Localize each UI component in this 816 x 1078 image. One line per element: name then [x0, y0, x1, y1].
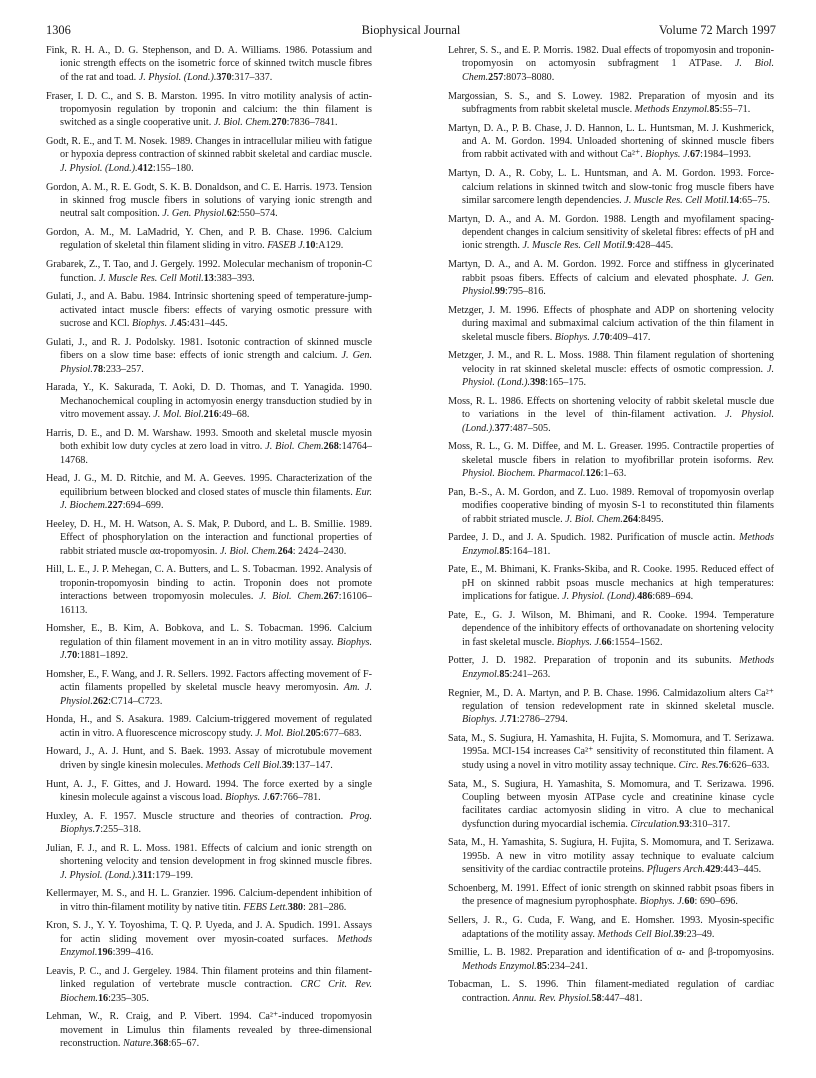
reference-entry [448, 213, 774, 253]
reference-pages: :443–445. [720, 864, 762, 876]
reference-entry [448, 946, 774, 973]
reference-entry [448, 778, 774, 832]
reference-entry [448, 258, 774, 298]
reference-entry [448, 563, 774, 603]
reference-journal: Pflugers Arch. [646, 864, 706, 876]
reference-volume: 216 [203, 409, 219, 421]
reference-text: Hill, L. E., J. P. Mehegan, C. A. Butters, and L. S. Tobacman. 1992. Analysis of troponin-tropomyosin binding to actin. Troponin does not promote interactions between tropomyosin molecules. [46, 564, 372, 603]
reference-volume: 227 [107, 500, 123, 512]
reference-pages: :399–416. [112, 947, 154, 959]
reference-journal: Methods Cell Biol. [205, 759, 282, 771]
reference-volume: 267 [323, 591, 339, 603]
reference-pages: :155–180. [152, 162, 194, 174]
reference-text: Martyn, D. A., and A. M. Gordon. 1992. Force and stiffness in glycerinated rabbit psoas fibers. Effects of calcium and elevated phosphate. [448, 259, 774, 284]
reference-journal: Biophys. J. [225, 791, 270, 803]
reference-text: Kellermayer, M. S., and H. L. Granzier. 1996. Calcium-dependent inhibition of in vitro thin-filament motility by native titin. [46, 888, 372, 913]
references-left-column [46, 44, 372, 1056]
reference-volume: 412 [137, 162, 153, 174]
reference-text: Howard, J., A. J. Hunt, and S. Baek. 1993. Assay of microtubule movement driven by single kinesin molecules. [46, 746, 372, 771]
reference-volume: 67 [690, 149, 701, 161]
reference-volume: 377 [494, 422, 510, 434]
reference-pages: : 2424–2430. [292, 545, 347, 557]
reference-journal: J. Gen. Physiol. [462, 272, 774, 297]
reference-volume: 264 [622, 513, 639, 525]
reference-journal: J. Biol. Chem. [259, 591, 324, 603]
reference-volume: 62 [226, 208, 237, 220]
reference-pages: :689–694. [652, 591, 694, 603]
reference-volume: 205 [305, 727, 321, 739]
reference-text: Smillie, L. B. 1982. Preparation and identification of α- and β-tropomyosins. [448, 947, 774, 959]
reference-journal: Biophys. J. [556, 636, 602, 648]
reference-volume: 196 [97, 947, 113, 959]
reference-volume: 67 [269, 791, 280, 803]
reference-entry [46, 258, 372, 285]
reference-text: Honda, H., and S. Asakura. 1989. Calcium-triggered movement of regulated actin in vitro. A fluorescence microscopy study. [46, 714, 372, 739]
reference-text: Sellers, J. R., G. Cuda, F. Wang, and E. Homsher. 1993. Myosin-specific adaptations of the motility assay. [448, 915, 774, 940]
reference-volume: 16 [97, 992, 109, 1004]
reference-entry [448, 609, 774, 649]
reference-journal: Biophys. J. [645, 149, 690, 161]
reference-entry [46, 1010, 372, 1050]
reference-text: Regnier, M., D. A. Martyn, and P. B. Chase. 1996. Calmidazolium alters Ca²⁺ regulation of tension redevelopment rate in skinned skeletal muscle. [448, 687, 774, 712]
reference-entry [46, 745, 372, 772]
reference-journal: Eur. J. Biochem. [60, 486, 372, 512]
reference-journal: Annu. Rev. Physiol. [512, 992, 592, 1004]
reference-text: Sata, M., H. Yamashita, S. Sugiura, H. Fujita, S. Momomura, and T. Serizawa. 1995b. A new in vitro motility assay technique to evaluate calcium sensitivity of the cardiac contractile proteins. [448, 837, 774, 876]
reference-text: Pate, E., M. Bhimani, K. Franks-Skiba, and R. Cooke. 1995. Reduced effect of pH on skinned rabbit psoas muscle mechanics at high temperatures: implications for fatigue. [448, 564, 774, 603]
reference-volume: 76 [718, 759, 729, 771]
reference-text: Fink, R. H. A., D. G. Stephenson, and D. A. Williams. 1986. Potassium and ionic strength effects on the isometric force of skinned twitch muscle fibres of the rat and toad. [46, 45, 372, 83]
reference-journal: J. Physiol. (Lond.). [462, 409, 774, 434]
reference-entry [448, 440, 774, 480]
reference-pages: :1–63. [600, 468, 627, 480]
reference-journal: Biophys. J. [60, 636, 373, 662]
reference-text: Gordon, A. M., M. LaMadrid, Y. Chen, and P. B. Chase. 1996. Calcium regulation of skeletal thin filament sliding in vitro. [46, 227, 372, 252]
reference-journal: CRC Crit. Rev. Biochem. [60, 979, 373, 1004]
reference-pages: :235–305. [108, 992, 149, 1004]
reference-pages: :317–337. [231, 71, 273, 83]
reference-entry [448, 531, 774, 558]
page-number: 1306 [46, 23, 71, 37]
reference-text: Heeley, D. H., M. H. Watson, A. S. Mak, P. Dubord, and L. B. Smillie. 1989. Effect of phosphorylation on the interaction and functional properties of rabbit striated muscle αα-tropomyosin. [46, 518, 372, 557]
reference-journal: J. Biol. Chem. [219, 545, 278, 557]
reference-pages: : 281–286. [302, 901, 347, 913]
reference-entry [46, 44, 372, 84]
reference-entry [448, 304, 774, 344]
reference-text: Metzger, J. M., and R. L. Moss. 1988. Thin filament regulation of shortening velocity in rat skinned skeletal muscle: effects of osmotic compression. [448, 350, 774, 375]
reference-journal: FASEB J. [267, 240, 306, 252]
reference-journal: J. Mol. Biol. [153, 409, 204, 421]
reference-journal: Biophys. J. [132, 318, 177, 330]
reference-pages: :14764–14768. [60, 441, 372, 466]
reference-journal: Biophys. J. [462, 714, 507, 726]
reference-volume: 429 [705, 864, 721, 876]
reference-volume: 85 [536, 960, 547, 972]
reference-entry [46, 842, 372, 882]
reference-pages: :487–505. [509, 422, 551, 434]
reference-volume: 9 [627, 240, 633, 252]
reference-volume: 270 [271, 117, 287, 129]
reference-text: Fraser, I. D. C., and S. B. Marston. 1995. In vitro motility analysis of actin-tropomyosin regulation by troponin and calcium: the thin filament is switched as a single cooperative unit. [46, 90, 372, 129]
reference-text: Kron, S. J., Y. Y. Toyoshima, T. Q. P. Uyeda, and J. A. Spudich. 1991. Assays for actin sliding movement over myosin-coated surfaces. [46, 920, 372, 945]
reference-pages: :16106–16113. [60, 591, 372, 616]
reference-entry [448, 90, 774, 117]
reference-entry [46, 135, 372, 175]
reference-journal: Circulation. [630, 818, 680, 830]
reference-pages: :431–445. [186, 318, 228, 330]
reference-pages: :241–263. [509, 668, 551, 680]
reference-volume: 264 [277, 545, 293, 557]
reference-text: Schoenberg, M. 1991. Effect of ionic strength on skinned rabbit psoas fibers in the presence of magnesium pyrophosphate. [448, 882, 774, 908]
reference-journal: Biophys. J. [639, 896, 685, 908]
reference-entry [448, 486, 774, 526]
reference-volume: 126 [585, 468, 601, 480]
reference-text: Moss, R. L. 1986. Effects on shortening velocity of rabbit skeletal muscle due to variations in the level of thin-filament activation. [448, 395, 774, 421]
reference-text: Julian, F. J., and R. L. Moss. 1981. Effects of calcium and ionic strength on shortening velocity and tension development in frog skinned muscle fibres. [46, 842, 372, 868]
reference-volume: 58 [591, 992, 602, 1004]
reference-volume: 99 [494, 285, 506, 297]
reference-pages: :55–71. [719, 103, 751, 115]
reference-entry [448, 44, 774, 84]
reference-volume: 486 [637, 591, 653, 603]
reference-entry [46, 381, 372, 421]
reference-entry [46, 472, 372, 512]
reference-journal: FEBS Lett. [243, 901, 288, 913]
reference-pages: :626–633. [728, 759, 770, 771]
reference-volume: 39 [673, 928, 684, 940]
reference-volume: 93 [679, 818, 690, 830]
reference-entry [46, 668, 372, 708]
reference-entry [448, 122, 774, 162]
reference-volume: 85 [499, 668, 510, 680]
reference-volume: 60 [684, 896, 695, 908]
reference-journal: J. Biol. Chem. [462, 58, 775, 83]
reference-volume: 368 [153, 1038, 169, 1050]
reference-entry [46, 919, 372, 959]
reference-pages: :65–67. [168, 1038, 200, 1050]
reference-journal: J. Biol. Chem. [265, 441, 324, 453]
reference-text: Homsher, E., B. Kim, A. Bobkova, and L. S. Tobacman. 1996. Calcium regulation of thin filament movement in an in vitro motility assay. [46, 623, 372, 648]
running-header [46, 22, 776, 42]
reference-pages: :8073–8080. [503, 71, 555, 83]
reference-entry [46, 810, 372, 837]
reference-pages: :165–175. [545, 377, 587, 389]
reference-journal: Am. J. Physiol. [60, 682, 372, 707]
reference-text: Potter, J. D. 1982. Preparation of troponin and its subunits. [448, 655, 732, 667]
reference-pages: :766–781. [279, 791, 321, 803]
reference-entry [46, 226, 372, 253]
reference-journal: J. Biol. Chem. [213, 117, 272, 129]
reference-text: Tobacman, L. S. 1996. Thin filament-mediated regulation of cardiac contraction. [448, 979, 774, 1004]
reference-entry [46, 965, 372, 1005]
reference-entry [448, 914, 774, 941]
reference-volume: 78 [92, 363, 104, 375]
reference-pages: :310–317. [689, 818, 731, 830]
reference-pages: :383–393. [213, 272, 255, 284]
reference-pages: :795–816. [505, 285, 546, 297]
reference-journal: Methods Cell Biol. [597, 928, 674, 940]
reference-entry [448, 167, 774, 207]
reference-pages: :164–181. [509, 545, 551, 557]
reference-pages: :7836–7841. [286, 117, 338, 129]
reference-pages: :233–257. [103, 363, 144, 375]
volume-info: Volume 72 March 1997 [658, 23, 776, 37]
reference-volume: 380 [287, 901, 303, 913]
reference-journal: Rev. Physiol. Biochem. Pharmacol. [462, 454, 775, 480]
reference-volume: 10 [305, 240, 316, 252]
reference-journal: J. Physiol. (Lond.). [60, 162, 138, 174]
reference-text: Head, J. G., M. D. Ritchie, and M. A. Geeves. 1995. Characterization of the equilibrium between blocked and closed states of muscle thin filaments. [46, 473, 372, 498]
references-right-column [448, 44, 774, 1010]
reference-entry [448, 395, 774, 435]
reference-text: Godt, R. E., and T. M. Nosek. 1989. Changes in intracellular milieu with fatigue or hypoxia depress contraction of skinned rabbit skeletal and cardiac muscle. [46, 136, 372, 161]
reference-journal: J. Mol. Biol. [255, 727, 306, 739]
reference-entry [46, 181, 372, 221]
reference-volume: 70 [599, 331, 610, 343]
reference-volume: 85 [499, 545, 510, 557]
reference-pages: :23–49. [683, 928, 715, 940]
reference-journal: Prog. Biophys. [60, 810, 373, 836]
reference-entry [448, 978, 774, 1005]
reference-entry [46, 336, 372, 376]
reference-text: Martyn, D. A., and A. M. Gordon. 1988. Length and myofilament spacing-dependent changes in calcium sensitivity of skeletal fibres: effects of pH and ionic strength. [448, 213, 774, 252]
reference-pages: :179–199. [152, 869, 194, 881]
reference-volume: 311 [137, 869, 153, 881]
reference-journal: J. Muscle Res. Cell Motil. [624, 194, 730, 206]
reference-text: Lehrer, S. S., and E. P. Morris. 1982. Dual effects of tropomyosin and troponin-tropomyosin on actomyosin subfragment 1 ATPase. [448, 45, 774, 70]
reference-entry [46, 90, 372, 130]
reference-volume: 14 [729, 194, 740, 206]
reference-entry [448, 349, 774, 389]
reference-pages: :428–445. [632, 240, 674, 252]
reference-entry [448, 732, 774, 772]
reference-entry [448, 687, 774, 727]
reference-text: Harada, Y., K. Sakurada, T. Aoki, D. D. Thomas, and T. Yanagida. 1990. Mechanochemical coupling in actomyosin energy transduction studied by in vitro movement assay. [46, 382, 372, 421]
reference-entry [46, 518, 372, 558]
reference-text: Sata, M., S. Sugiura, H. Yamashita, H. Fujita, S. Momomura, and T. Serizawa. 1995a. MCI-154 increases Ca²⁺ sensitivity of reconstituted thin filament. A study using a novel in vitro motility assay technique. [448, 733, 774, 771]
reference-entry [46, 887, 372, 914]
reference-pages: :65–75. [739, 194, 770, 206]
reference-pages: :447–481. [601, 992, 643, 1004]
reference-pages: :234–241. [546, 960, 588, 972]
reference-text: Leavis, P. C., and J. Gergeley. 1984. Thin filament proteins and thin filament-linked regulation of vertebrate muscle contraction. [46, 965, 372, 991]
reference-entry [46, 563, 372, 617]
reference-pages: :255–318. [100, 824, 142, 836]
reference-pages: :677–683. [320, 727, 362, 739]
reference-volume: 257 [488, 71, 504, 83]
reference-text: Harris, D. E., and D. M. Warshaw. 1993. Smooth and skeletal muscle myosin both exhibit low duty cycles at zero load in vitro. [46, 427, 372, 453]
reference-pages: :550–574. [236, 208, 278, 220]
reference-text: Margossian, S. S., and S. Lowey. 1982. Preparation of myosin and its subfragments from rabbit skeletal muscle. [448, 90, 774, 115]
reference-journal: Methods Enzymol. [634, 103, 710, 115]
reference-journal: J. Muscle Res. Cell Motil. [98, 272, 204, 284]
reference-text: Grabarek, Z., T. Tao, and J. Gergely. 1992. Molecular mechanism of troponin-C function. [46, 259, 372, 284]
reference-volume: 39 [281, 759, 293, 771]
reference-journal: J. Physiol. (Lond.). [462, 363, 774, 389]
reference-volume: 70 [67, 650, 78, 662]
reference-text: Martyn, D. A., R. Coby, L. L. Huntsman, and A. M. Gordon. 1993. Force-calcium relations in skinned twitch and slow-tonic frog muscle fibers have similar sarcomere length dependencies. [448, 168, 774, 206]
reference-journal: J. Gen. Physiol. [60, 350, 373, 375]
reference-journal: Methods Enzymol. [462, 532, 774, 557]
reference-text: Pan, B.-S., A. M. Gordon, and Z. Luo. 1989. Removal of tropomyosin overlap modifies cooperative binding of myosin S-1 to reconstituted thin filaments of rabbit striated muscle. [448, 486, 774, 525]
reference-text: Lehman, W., R. Craig, and P. Vibert. 1994. Ca²⁺-induced tropomyosin movement in Limulus thin filaments revealed by three-dimensional reconstruction. [46, 1011, 372, 1050]
reference-volume: 398 [530, 377, 546, 389]
reference-text: Metzger, J. M. 1996. Effects of phosphate and ADP on shortening velocity during maximal and submaximal calcium activation of the thin filament in skeletal muscle fibers. [448, 304, 774, 343]
reference-journal: Methods Enzymol. [462, 655, 775, 680]
reference-volume: 85 [709, 103, 720, 115]
reference-pages: :49–68. [218, 409, 250, 421]
reference-journal: J. Gen. Physiol. [162, 208, 227, 220]
reference-journal: Methods Enzymol. [462, 960, 537, 972]
reference-volume: 66 [601, 636, 612, 648]
reference-pages: :1984–1993. [700, 149, 752, 161]
reference-text: Moss, R. L., G. M. Diffee, and M. L. Greaser. 1995. Contractile properties of skeletal muscle fibers in relation to myofibrillar protein isoforms. [448, 441, 774, 466]
reference-entry [448, 882, 774, 909]
reference-pages: :2786–2794. [516, 714, 568, 726]
reference-volume: 71 [506, 714, 517, 726]
reference-entry [46, 290, 372, 330]
reference-journal: J. Physiol. (Lond.). [138, 71, 217, 83]
reference-entry [448, 654, 774, 681]
reference-volume: 262 [92, 695, 109, 707]
reference-journal: Methods Enzymol. [60, 933, 373, 959]
reference-entry [46, 778, 372, 805]
reference-entry [448, 836, 774, 876]
reference-volume: 13 [203, 272, 214, 284]
reference-journal: J. Physiol. (Lond). [562, 591, 638, 603]
reference-text: Martyn, D. A., P. B. Chase, J. D. Hannon, L. L. Huntsman, M. J. Kushmerick, and A. M. Gordon. 1994. Unloaded shortening of skinned muscle fibers from rabbit activated with and without Ca²⁺. [448, 122, 774, 161]
reference-text: Gulati, J., and R. J. Podolsky. 1981. Isotonic contraction of skinned muscle fibers on a slow time base: effects of ionic strength and calcium. [46, 336, 372, 362]
reference-text: Hunt, A. J., F. Gittes, and J. Howard. 1994. The force exerted by a single kinesin molecule against a viscous load. [46, 778, 372, 803]
reference-text: Gordon, A. M., R. E. Godt, S. K. B. Donaldson, and C. E. Harris. 1973. Tension in skinned frog muscle fibers in solutions of varying ionic strength and neutral salt composition. [46, 181, 372, 220]
reference-journal: J. Biol. Chem. [565, 513, 623, 525]
reference-pages: :A129. [315, 240, 344, 252]
reference-text: Pate, E., G. J. Wilson, M. Bhimani, and R. Cooke. 1994. Temperature dependence of the inhibitory effects of orthovanadate on shortening velocity in fast skeletal muscle. [448, 609, 774, 648]
reference-pages: :409–417. [609, 331, 651, 343]
reference-volume: 370 [216, 71, 232, 83]
reference-journal: Nature. [122, 1038, 154, 1050]
reference-pages: : 690–696. [694, 896, 738, 908]
reference-text: Pardee, J. D., and J. A. Spudich. 1982. Purification of muscle actin. [448, 532, 736, 544]
journal-title: Biophysical Journal [361, 23, 461, 37]
reference-volume: 268 [323, 441, 339, 453]
reference-volume: 7 [95, 824, 101, 836]
reference-pages: :C714–C723. [108, 695, 163, 707]
reference-entry [46, 713, 372, 740]
reference-journal: Circ. Res. [678, 759, 719, 771]
reference-journal: Biophys. J. [554, 331, 600, 343]
reference-text: Sata, M., S. Sugiura, H. Yamashita, S. Momomura, and T. Serizawa. 1996. Coupling between myosin ATPase cycle and creatinine kinase cycle facilitates cardiac actomyosin sliding in vitro. A clue to mechanical dysfunction during myocardial ischemia. [448, 778, 774, 830]
reference-text: Homsher, E., F. Wang, and J. R. Sellers. 1992. Factors affecting movement of F-actin filaments propelled by skeletal muscle heavy meromyosin. [46, 668, 372, 694]
reference-entry [46, 427, 372, 467]
reference-pages: :1554–1562. [611, 636, 663, 648]
reference-journal: J. Muscle Res. Cell Motil. [522, 240, 628, 252]
reference-entry [46, 622, 372, 662]
reference-pages: :137–147. [292, 759, 333, 771]
reference-text: Huxley, A. F. 1957. Muscle structure and theories of contraction. [46, 810, 344, 822]
reference-pages: :8495. [638, 513, 664, 525]
reference-journal: J. Physiol. (Lond.). [60, 869, 138, 881]
reference-pages: :1881–1892. [77, 650, 129, 662]
reference-pages: :694–699. [122, 500, 164, 512]
reference-text: Gulati, J., and A. Babu. 1984. Intrinsic shortening speed of temperature-jump-activated intact muscle fibers: effects of varying osmotic pressure with sucrose and KCl. [46, 291, 372, 330]
reference-volume: 45 [176, 318, 187, 330]
